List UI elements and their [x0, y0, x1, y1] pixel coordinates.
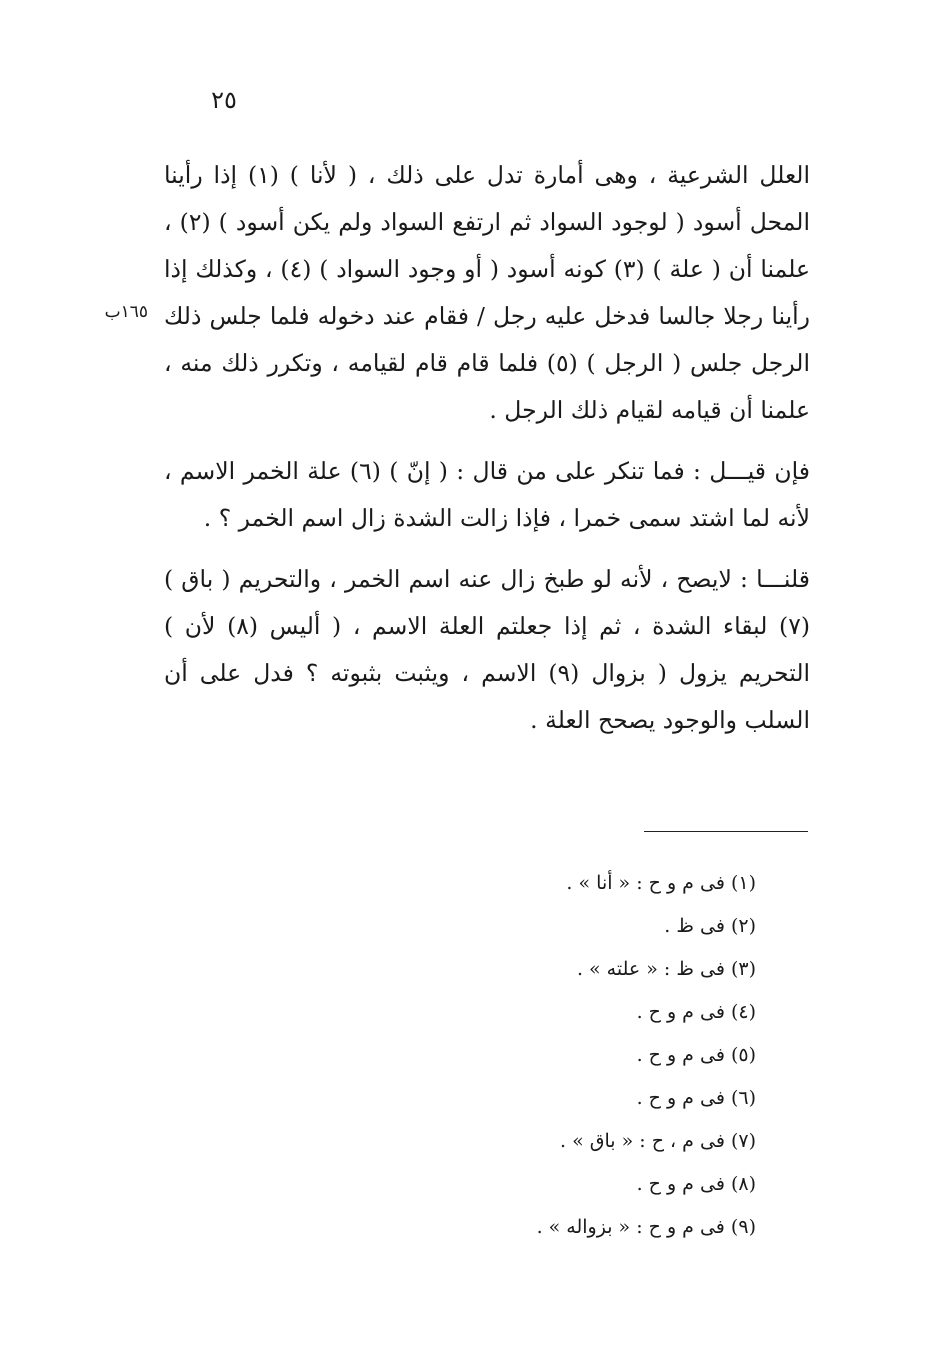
- main-text: [164, 152, 810, 758]
- footnote-8: (٨) فى م و ح .: [636, 1173, 756, 1195]
- footnote-7: (٧) فى م ، ح : « باق » .: [560, 1130, 756, 1152]
- footnote-6: (٦) فى م و ح .: [636, 1087, 756, 1109]
- footnote-2: (٢) فى ظ .: [664, 915, 756, 937]
- margin-folio-note: ١٦٥ب: [104, 302, 148, 322]
- footnote-4: (٤) فى م و ح .: [636, 1001, 756, 1023]
- footnote-1: (١) فى م و ح : « أنا » .: [566, 872, 756, 894]
- footnote-9: (٩) فى م و ح : « بزواله » .: [536, 1216, 756, 1238]
- paragraph-2: فإن قيـــل : فما تنكر على من قال : ( إنّ ) (٦) علة الخمر الاسم ، لأنه لما اشتد سمى خمرا ، فإذا زالت الشدة زال اسم الخمر ؟ .: [164, 457, 810, 532]
- footnote-3: (٣) فى ظ : « علته » .: [576, 958, 756, 980]
- footnote-5: (٥) فى م و ح .: [636, 1044, 756, 1066]
- page-number: ٢٥: [211, 86, 237, 114]
- paragraph-1: العلل الشرعية ، وهى أمارة تدل على ذلك ، ( لأنا ) (١) إذا رأينا المحل أسود ( لوجود السواد ثم ارتفع السواد ولم يكن أسود ) (٢) ، علمنا أن ( علة ) (٣) كونه أسود ( أو وجود السواد ) (٤) ، وكذلك إذا رأينا رجلا جالسا فدخل عليه رجل / فقام عند دخوله فلما جلس ذلك الرجل جلس ( الرجل ) (٥) فلما قام قام لقيامه ، وتكرر ذلك منه ، علمنا أن قيامه لقيام ذلك الرجل .: [164, 161, 810, 424]
- footnote-separator: [644, 831, 808, 832]
- footnotes-list: [420, 862, 756, 1249]
- paragraph-3: قلنـــا : لايصح ، لأنه لو طبخ زال عنه اسم الخمر ، والتحريم ( باق ) (٧) لبقاء الشدة ، ثم إذا جعلتم العلة الاسم ، ( أليس (٨) لأن ) التحريم يزول ( بزوال (٩) الاسم ، ويثبت بثبوته ؟ فدل على أن السلب والوجود يصحح العلة .: [164, 565, 811, 734]
